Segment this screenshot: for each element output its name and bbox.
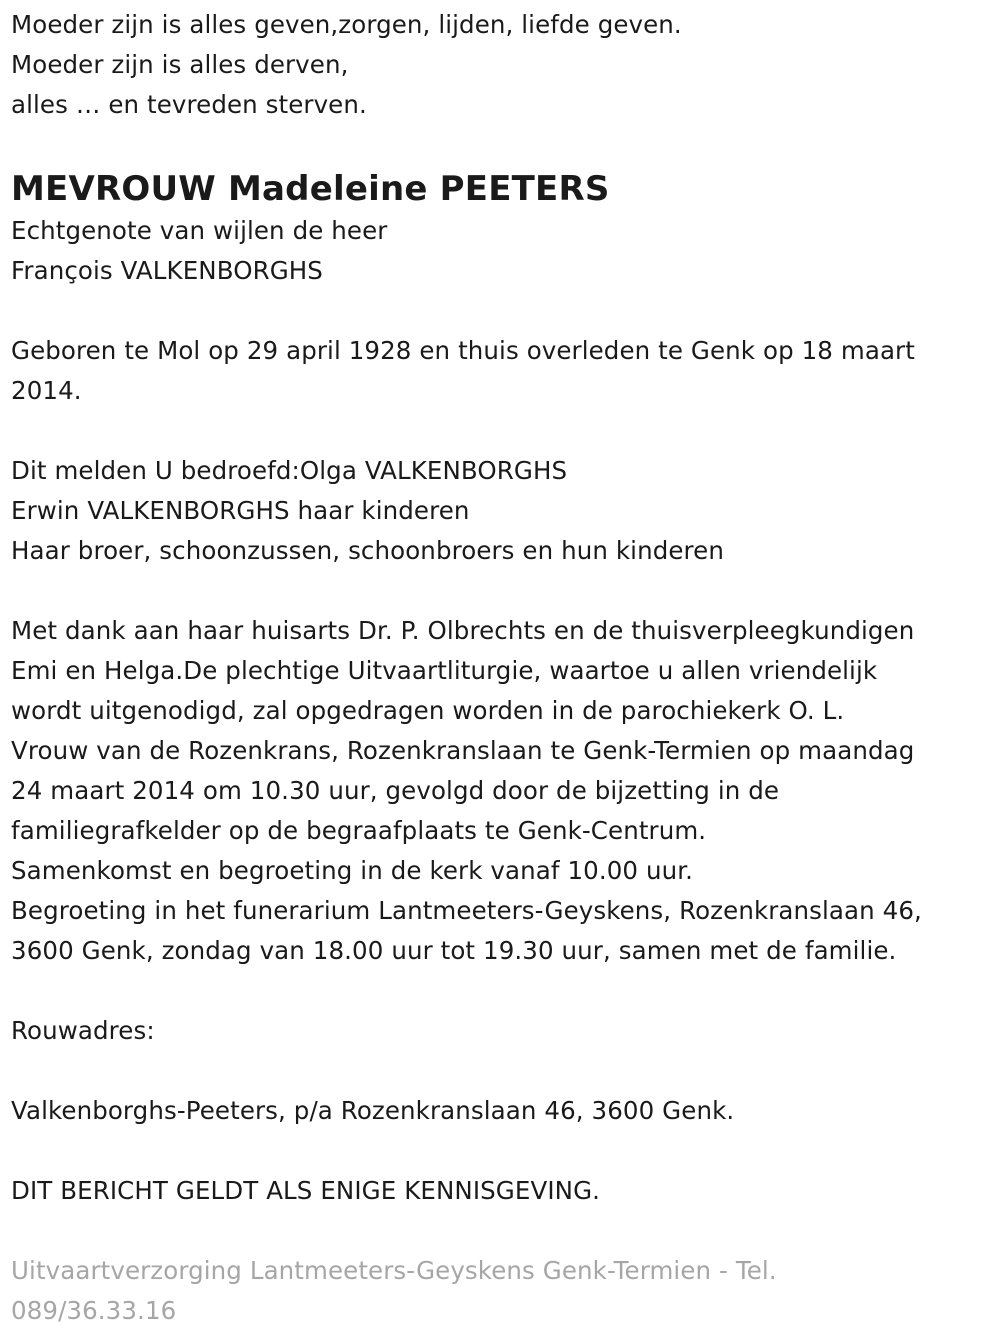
notice: DIT BERICHT GELDT ALS ENIGE KENNISGEVING. <box>11 1176 601 1205</box>
relation <box>11 211 996 291</box>
address-label: Rouwadres: <box>11 1016 155 1045</box>
spacer <box>11 571 996 611</box>
funeral-detail-line: familiegrafkelder op de begraafplaats te Genk-Centrum. <box>11 816 707 845</box>
poem <box>11 5 996 125</box>
address-value: Valkenborghs-Peeters, p/a Rozenkranslaan 46, 3600 Genk. <box>11 1096 735 1125</box>
funeral-detail-line: wordt uitgenodigd, zal opgedragen worden in de parochiekerk O. L. <box>11 696 845 725</box>
funeral-detail-line: 3600 Genk, zondag van 18.00 uur tot 19.30 uur, samen met de familie. <box>11 936 897 965</box>
spacer <box>11 1051 996 1091</box>
footer-line: Uitvaartverzorging Lantmeeters-Geyskens Genk-Termien - Tel. <box>11 1256 777 1285</box>
poem-line: Moeder zijn is alles derven, <box>11 50 349 79</box>
obituary-document <box>11 0 996 1331</box>
deceased-name: MEVROUW Madeleine PEETERS <box>11 169 610 209</box>
birth-death-line: 2014. <box>11 376 82 405</box>
poem-line: Moeder zijn is alles geven,zorgen, lijden, liefde geven. <box>11 10 682 39</box>
funeral-detail-line: 24 maart 2014 om 10.30 uur, gevolgd door de bijzetting in de <box>11 776 780 805</box>
birth-death-line: Geboren te Mol op 29 april 1928 en thuis overleden te Genk op 18 maart <box>11 336 915 365</box>
spacer <box>11 1211 996 1251</box>
funeral-detail-line: Begroeting in het funerarium Lantmeeters-Geyskens, Rozenkranslaan 46, <box>11 896 922 925</box>
footer-phone: 089/36.33.16 <box>11 1296 177 1325</box>
announcer-line: Erwin VALKENBORGHS haar kinderen <box>11 496 470 525</box>
poem-line: alles … en tevreden sterven. <box>11 90 367 119</box>
funeral-detail-line: Vrouw van de Rozenkrans, Rozenkranslaan te Genk-Termien op maandag <box>11 736 915 765</box>
spacer <box>11 411 996 451</box>
funeral-detail-line: Samenkomst en begroeting in de kerk vanaf 10.00 uur. <box>11 856 694 885</box>
funeral-details <box>11 611 996 971</box>
announcer-line: Dit melden U bedroefd:Olga VALKENBORGHS <box>11 456 568 485</box>
birth-death-info <box>11 331 996 411</box>
relation-line: François VALKENBORGHS <box>11 256 323 285</box>
spacer <box>11 1131 996 1171</box>
announcer-line: Haar broer, schoonzussen, schoonbroers en hun kinderen <box>11 536 724 565</box>
footer <box>11 1251 996 1331</box>
funeral-detail-line: Met dank aan haar huisarts Dr. P. Olbrechts en de thuisverpleegkundigen <box>11 616 915 645</box>
funeral-detail-line: Emi en Helga.De plechtige Uitvaartliturgie, waartoe u allen vriendelijk <box>11 656 878 685</box>
spacer <box>11 291 996 331</box>
spacer <box>11 971 996 1011</box>
announcers <box>11 451 996 571</box>
relation-line: Echtgenote van wijlen de heer <box>11 216 388 245</box>
